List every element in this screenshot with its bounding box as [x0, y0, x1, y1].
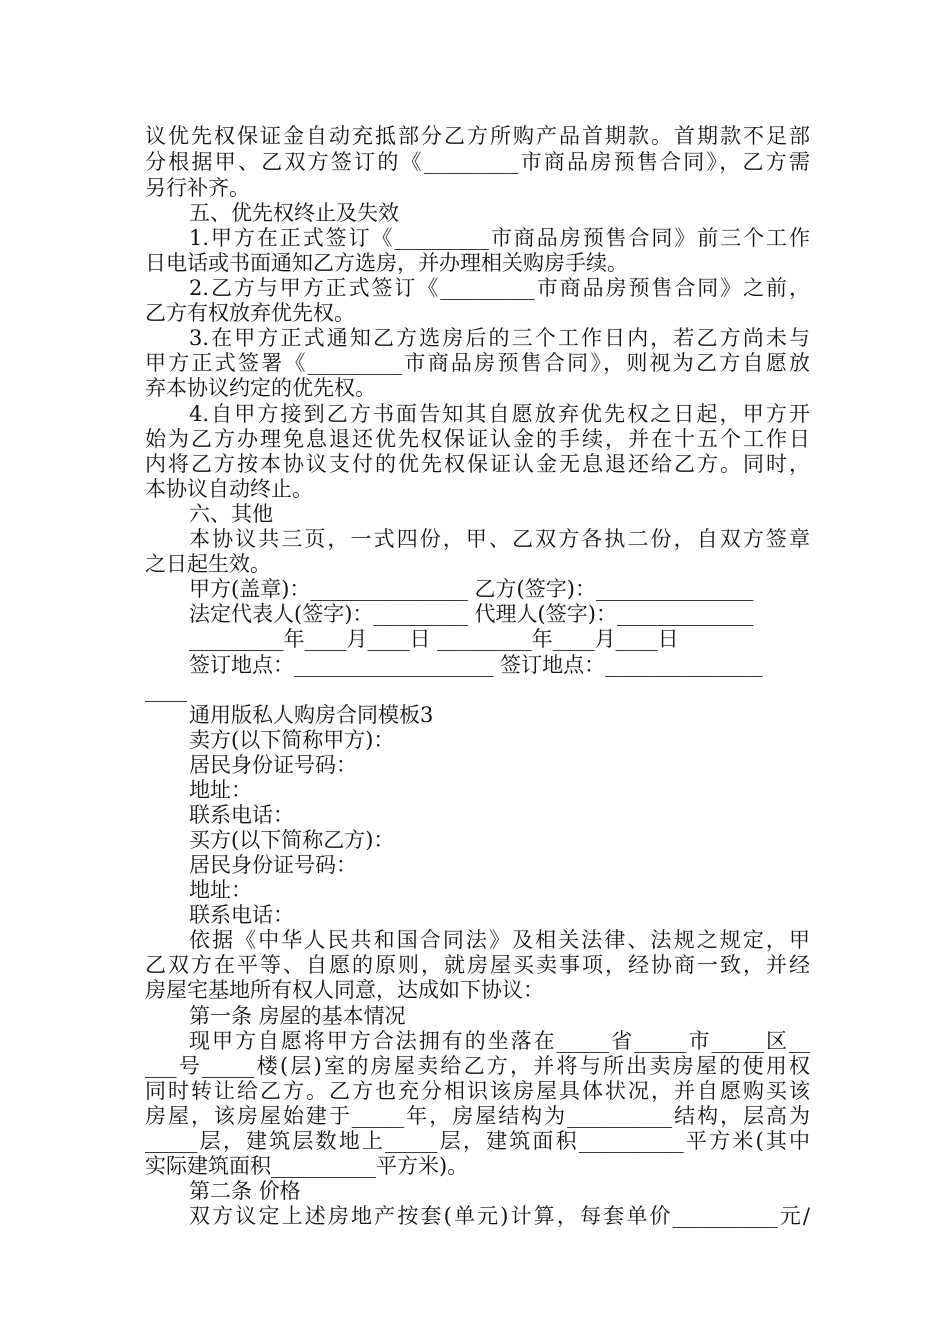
party-field: 居民身份证号码： — [189, 853, 357, 877]
party-field: 买方(以下简称乙方)： — [189, 828, 395, 852]
party-field: 联系电话： — [189, 803, 294, 827]
text-line: 同时转让给乙方。乙方也充分相识该房屋具体状况，并自愿购买该 — [145, 1079, 810, 1103]
text-line: 现甲方自愿将甲方合法拥有的坐落在_____省_____市_____区__ — [189, 1029, 810, 1053]
section-heading: 六、其他 — [189, 502, 273, 526]
party-field: 居民身份证号码： — [189, 753, 357, 777]
text-line: ___号_____楼(层)室的房屋卖给乙方，并将与所出卖房屋的使用权 — [145, 1054, 810, 1078]
article-heading: 第一条 房屋的基本情况 — [189, 1004, 406, 1028]
text-line: 房屋，该房屋始建于_____年，房屋结构为__________结构，层高为 — [145, 1104, 810, 1128]
text-line: 依据《中华人民共和国合同法》及相关法律、法规之规定，甲 — [189, 928, 810, 952]
text-line: 实际建筑面积__________平方米)。 — [145, 1154, 469, 1178]
text-line: 房屋宅基地所有权人同意，达成如下协议： — [145, 978, 544, 1002]
text-line: _____层，建筑层数地上_____层，建筑面积__________平方米(其中 — [145, 1129, 810, 1153]
text-line: 日电话或书面通知乙方选房，并办理相关购房手续。 — [145, 251, 628, 275]
party-field: 地址： — [189, 778, 252, 802]
article-heading: 第二条 价格 — [189, 1179, 301, 1203]
party-field: 卖方(以下简称甲方)： — [189, 728, 395, 752]
signature-line: 甲方(盖章)：_______________ 乙方(签字)：_______________ — [189, 577, 754, 601]
text-line: 乙方有权放弃优先权。 — [145, 301, 355, 325]
text-line: 内将乙方按本协议支付的优先权保证认金无息退还给乙方。同时， — [145, 452, 810, 476]
text-line: 分根据甲、乙双方签订的《_________市商品房预售合同》，乙方需 — [145, 150, 810, 174]
text-line: 本协议自动终止。 — [145, 477, 313, 501]
document-title: 通用版私人购房合同模板3 — [189, 703, 434, 727]
date-line: _________年____月____日 _________年____月____日 — [189, 627, 679, 651]
text-line: 始为乙方办理免息退还优先权保证认金的手续，并在十五个工作日 — [145, 427, 810, 451]
text-line: 议优先权保证金自动充抵部分乙方所购产品首期款。首期款不足部 — [145, 124, 810, 148]
text-line: 乙双方在平等、自愿的原则，就房屋买卖事项，经协商一致，并经 — [145, 953, 810, 977]
text-line: 4.自甲方接到乙方书面告知其自愿放弃优先权之日起，甲方开 — [189, 402, 810, 426]
section-heading: 五、优先权终止及失效 — [189, 201, 399, 225]
signing-place-line: 签订地点：___________________ 签订地点：_______________ — [189, 653, 763, 677]
text-line: 之日起生效。 — [145, 552, 271, 576]
party-field: 地址： — [189, 878, 252, 902]
text-line: 1.甲方在正式签订《_________市商品房预售合同》前三个工作 — [189, 226, 810, 250]
text-line: 3.在甲方正式通知乙方选房后的三个工作日内，若乙方尚未与 — [189, 326, 810, 350]
text-line: 弃本协议约定的优先权。 — [145, 376, 376, 400]
text-line: ____ — [145, 678, 187, 702]
signature-line: 法定代表人(签字)：_________ 代理人(签字)：_____________ — [189, 602, 754, 626]
party-field: 联系电话： — [189, 903, 294, 927]
text-line: 双方议定上述房地产按套(单元)计算，每套单价__________元/ — [189, 1204, 810, 1228]
text-line: 本协议共三页，一式四份，甲、乙双方各执二份，自双方签章 — [189, 527, 810, 551]
text-line: 2.乙方与甲方正式签订《_________市商品房预售合同》之前， — [189, 276, 810, 300]
text-line: 甲方正式签署《_________市商品房预售合同》，则视为乙方自愿放 — [145, 351, 810, 375]
text-line: 另行补齐。 — [145, 176, 250, 200]
